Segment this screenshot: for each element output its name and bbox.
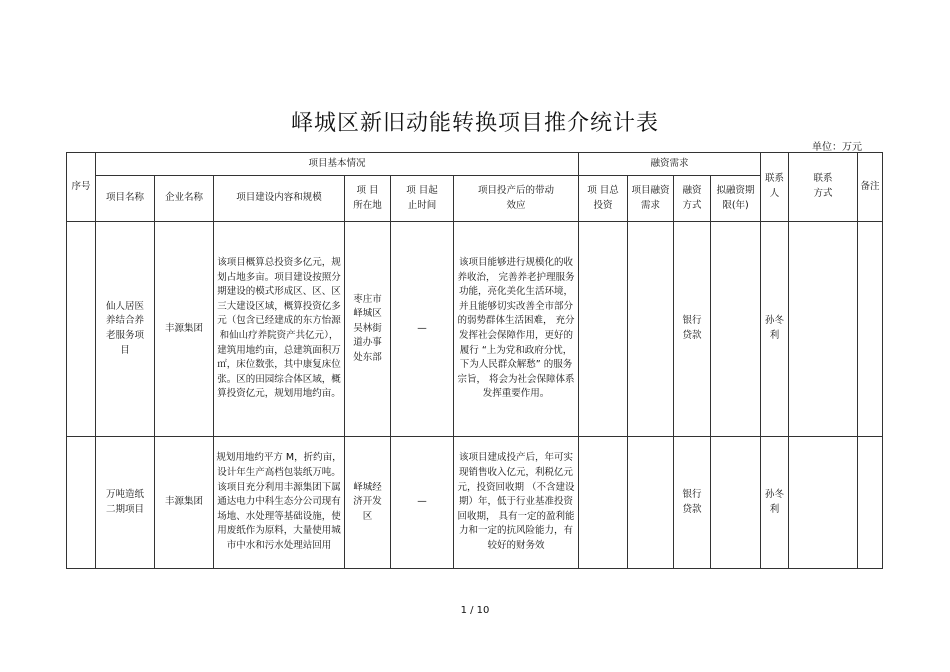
cell-contact-method xyxy=(789,222,858,437)
cell-finance-method: 银行贷款 xyxy=(674,437,711,569)
header-finance: 融资需求 xyxy=(579,153,761,176)
cell-company: 丰源集团 xyxy=(155,437,214,569)
cell-effect: 该项目建成投产后，年可实现销售收入亿元，利税亿元元，投资回收期 （不含建设期）年，低于行业基准投资回收期， 具有一定的盈利能力和一定的抗风险能力，有较好的财务效 xyxy=(454,437,579,569)
cell-period: — xyxy=(391,437,454,569)
cell-total-investment xyxy=(579,222,628,437)
cell-seq xyxy=(67,437,96,569)
cell-finance-need xyxy=(628,437,674,569)
cell-finance-term xyxy=(711,222,761,437)
header-row-2 xyxy=(67,176,883,222)
header-row-1 xyxy=(67,153,883,176)
header-remarks: 备注 xyxy=(858,153,883,222)
header-finance-need: 项目融资需求 xyxy=(628,176,674,222)
page-title: 峄城区新旧动能转换项目推介统计表 xyxy=(290,111,659,136)
cell-remarks xyxy=(858,437,883,569)
header-project-name: 项目名称 xyxy=(96,176,155,222)
header-contact-method: 联系方式 xyxy=(789,153,858,222)
cell-total-investment xyxy=(579,437,628,569)
project-table xyxy=(66,152,883,569)
header-period: 项 目起止时间 xyxy=(391,176,454,222)
header-effect: 项目投产后的带动效应 xyxy=(454,176,579,222)
header-location: 项 目所在地 xyxy=(345,176,391,222)
header-finance-method: 融资方式 xyxy=(674,176,711,222)
header-content: 项目建设内容和规模 xyxy=(214,176,345,222)
header-company: 企业名称 xyxy=(155,176,214,222)
cell-company: 丰源集团 xyxy=(155,222,214,437)
header-total-investment: 项 目总投资 xyxy=(579,176,628,222)
cell-seq xyxy=(67,222,96,437)
cell-effect: 该项目能够进行规模化的收养收治， 完善养老护理服务功能，亮化美化生活环境，并且能够切实改善全市部分的弱势群体生活困难， 充分发挥社会保障作用，更好的履行 “上为党和政府分忧， 下为人民群众解愁” 的服务宗旨， 将会为社会保障体系发挥重要作用。 xyxy=(454,222,579,437)
cell-finance-need xyxy=(628,222,674,437)
cell-contact-person: 孙冬利 xyxy=(761,437,789,569)
header-finance-term: 拟融资期限(年) xyxy=(711,176,761,222)
header-basic-info: 项目基本情况 xyxy=(96,153,579,176)
cell-remarks xyxy=(858,222,883,437)
cell-contact-person: 孙冬利 xyxy=(761,222,789,437)
cell-contact-method xyxy=(789,437,858,569)
cell-location: 峄城经济开发区 xyxy=(345,437,391,569)
header-contact-person: 联系人 xyxy=(761,153,789,222)
cell-finance-term xyxy=(711,437,761,569)
unit-label: 单位：万元 xyxy=(812,142,862,153)
table-row xyxy=(67,222,883,437)
cell-content: 该项目概算总投资多亿元，规划占地多亩。项目建设按照分期建设的模式形成区、区、区三大建设区域，概算投资亿多元（包含已经建成的东方怡源和仙山疗养院资产共亿元），建筑用地约亩，总建筑面积万㎡，床位数张，其中康复床位张。区的田园综合体区域，概算投资亿元，规划用地约亩。 xyxy=(214,222,345,437)
table-row xyxy=(67,437,883,569)
page-indicator: 1 / 10 xyxy=(460,605,490,616)
cell-period: — xyxy=(391,222,454,437)
cell-content: 规划用地约平方 M，折约亩，设计年生产高档包装纸万吨。该项目充分利用丰源集团下属通达电力中科生态分公司现有场地、水处理等基础设施，使用废纸作为原料，大量使用城市中水和污水处理站回用 xyxy=(214,437,345,569)
cell-project-name: 仙人居医养结合养老服务项目 xyxy=(96,222,155,437)
cell-finance-method: 银行贷款 xyxy=(674,222,711,437)
cell-project-name: 万吨造纸二期项目 xyxy=(96,437,155,569)
header-seq: 序号 xyxy=(67,153,96,222)
cell-location: 枣庄市峄城区吴林街道办事处东部 xyxy=(345,222,391,437)
